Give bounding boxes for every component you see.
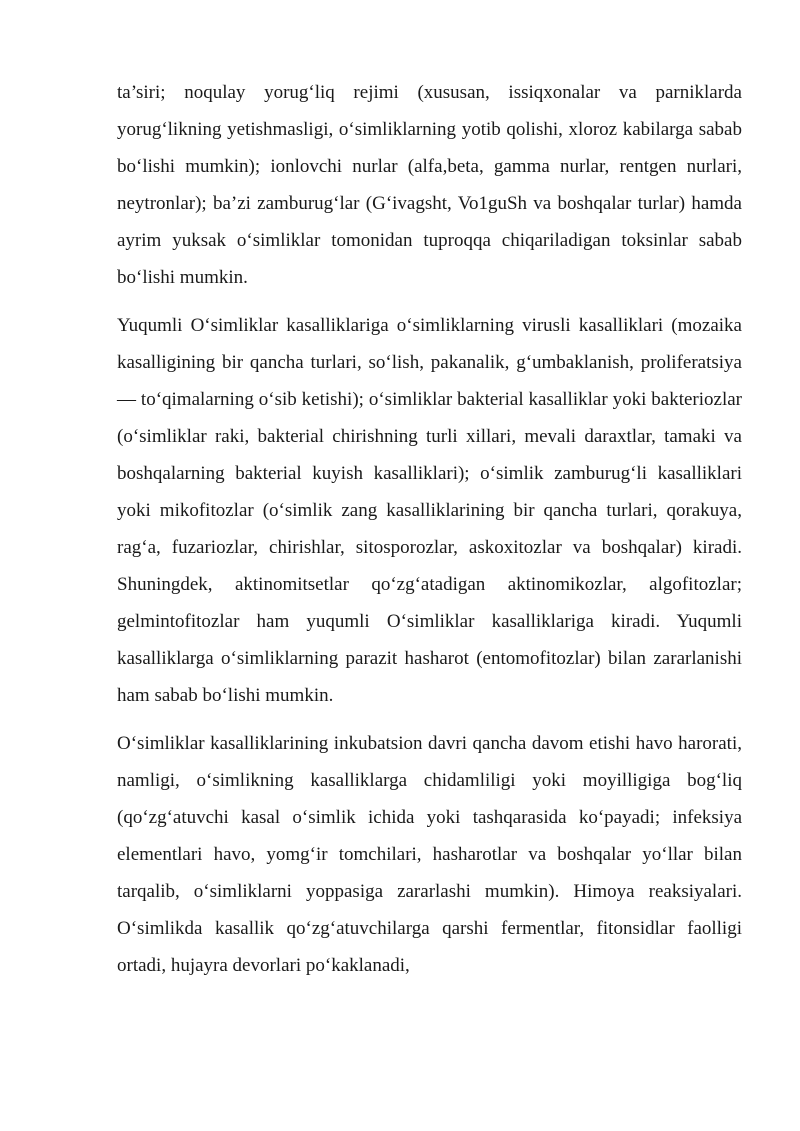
paragraph-3: O‘simliklar kasalliklarining inkubatsion davri qancha davom etishi havo harorati, namligi, o‘simlikning kasalliklarga chidamliligi yoki moyilligiga bog‘liq (qo‘zg‘atuvchi kasal o‘simlik ichida yoki tashqarasida ko‘payadi; infeksiya elementlari havo, yomg‘ir tomchilari, hasharotlar va boshqalar yo‘llar bilan tarqalib, o‘simliklarni yoppasiga zararlashi mumkin). Himoya reaksiyalari. O‘simlikda kasallik qo‘zg‘atuvchilarga qarshi fermentlar, fitonsidlar faolligi ortadi, hujayra devorlari po‘kaklanadi, — [117, 733, 742, 976]
paragraph-2: Yuqumli O‘simliklar kasalliklariga o‘simliklarning virusli kasalliklari (mozaika kasalligining bir qancha turlari, so‘lish, pakanalik, g‘umbaklanish, proliferatsiya — to‘qimalarning o‘sib ketishi); o‘simliklar bakterial kasalliklar yoki bakteriozlar (o‘simliklar raki, bakterial chirishning turli xillari, mevali daraxtlar, tamaki va boshqalarning bakterial kuyish kasalliklari); o‘simlik zamburug‘li kasalliklari yoki mikofitozlar (o‘simlik zang kasalliklarining bir qancha turlari, qorakuya, rag‘a, fuzariozlar, chirishlar, sitosporozlar, askoxitozlar va boshqalar) kiradi. Shuningdek, aktinomitsetlar qo‘zg‘atadigan aktinomikozlar, algofitozlar; gelmintofitozlar ham yuqumli O‘simliklar kasalliklariga kiradi. Yuqumli kasalliklarga o‘simliklarning parazit hasharot (entomofitozlar) bilan zararlanishi ham sabab bo‘lishi mumkin. — [117, 315, 742, 706]
paragraph-1: ta’siri; noqulay yorug‘liq rejimi (xususan, issiqxonalar va parniklarda yorug‘likning yetishmasligi, o‘simliklarning yotib qolishi, xloroz kabilarga sabab bo‘lishi mumkin); ionlovchi nurlar (alfa,beta, gamma nurlar, rentgen nurlari, neytronlar); ba’zi zamburug‘lar (G‘ivagsht, Vo1guSh va boshqalar turlar) hamda ayrim yuksak o‘simliklar tomonidan tuproqqa chiqariladigan toksinlar sabab bo‘lishi mumkin. — [117, 82, 742, 288]
document-body — [117, 74, 742, 995]
